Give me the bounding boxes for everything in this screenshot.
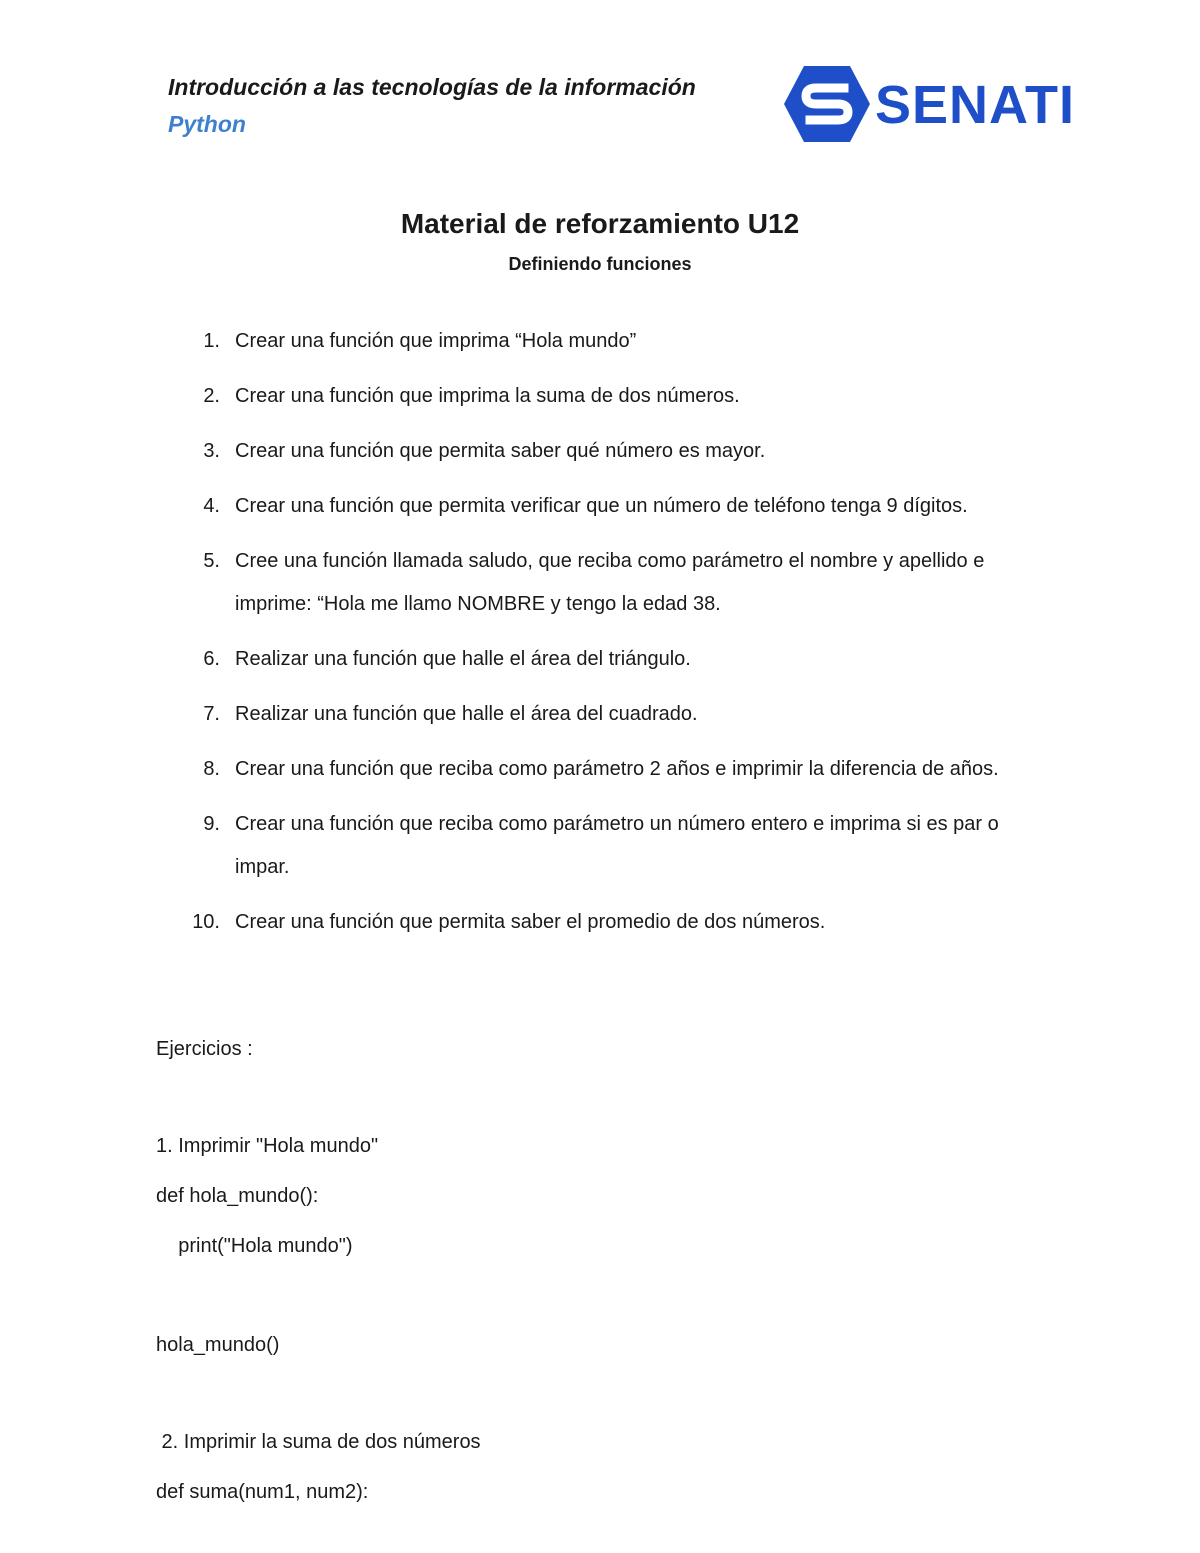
exercise-1-def: def hola_mundo():: [156, 1185, 319, 1207]
list-number: 7.: [203, 703, 220, 725]
exercise-2-title: 2. Imprimir la suma de dos números: [156, 1431, 481, 1453]
list-text: Crear una función que imprima “Hola mundo”: [235, 330, 637, 352]
list-text: Cree una función llamada saludo, que reciba como parámetro el nombre y apellido e imprime: “Hola me llamo NOMBRE y tengo la edad 38.: [235, 550, 985, 615]
page-subtitle: Definiendo funciones: [508, 254, 692, 274]
task-list: [0, 325, 1200, 961]
list-text: Realizar una función que halle el área del triángulo.: [235, 648, 691, 670]
exercise-2-def: def suma(num1, num2):: [156, 1481, 369, 1503]
list-number: 3.: [203, 440, 220, 462]
subject-label: Python: [168, 111, 246, 137]
list-number: 9.: [203, 813, 220, 835]
list-number: 8.: [203, 758, 220, 780]
list-text: Crear una función que permita verificar que un número de teléfono tenga 9 dígitos.: [235, 495, 968, 517]
list-item: [0, 808, 1200, 894]
logo-text: SENATI: [875, 75, 1076, 135]
list-item: [0, 698, 1200, 741]
list-item: [0, 906, 1200, 949]
list-text: Crear una función que imprima la suma de dos números.: [235, 385, 740, 407]
list-text: Crear una función que reciba como parámetro un número entero e imprima si es par o impar.: [235, 813, 999, 878]
exercise-1-title: 1. Imprimir "Hola mundo": [156, 1135, 379, 1157]
senati-logo: [782, 64, 1077, 144]
list-text: Realizar una función que halle el área del cuadrado.: [235, 703, 698, 725]
list-item: [0, 380, 1200, 423]
list-item: [0, 643, 1200, 686]
list-text: Crear una función que permita saber el promedio de dos números.: [235, 911, 826, 933]
exercise-1-body: print("Hola mundo"): [156, 1235, 353, 1257]
list-number: 6.: [203, 648, 220, 670]
course-title: Introducción a las tecnologías de la información: [168, 74, 696, 100]
list-text: Crear una función que reciba como parámetro 2 años e imprimir la diferencia de años.: [235, 758, 999, 780]
list-item: [0, 545, 1200, 631]
list-item: [0, 753, 1200, 796]
list-item: [0, 490, 1200, 533]
list-text: Crear una función que permita saber qué número es mayor.: [235, 440, 766, 462]
list-number: 5.: [203, 550, 220, 572]
exercises-heading: Ejercicios :: [156, 1038, 253, 1060]
list-number: 10.: [192, 911, 220, 933]
list-item: [0, 435, 1200, 478]
exercise-1-call: hola_mundo(): [156, 1334, 280, 1356]
senati-hexagon-icon: [782, 64, 872, 144]
list-number: 2.: [203, 385, 220, 407]
list-number: 1.: [203, 330, 220, 352]
list-item: [0, 325, 1200, 368]
list-number: 4.: [203, 495, 220, 517]
page-title: Material de reforzamiento U12: [400, 208, 800, 239]
